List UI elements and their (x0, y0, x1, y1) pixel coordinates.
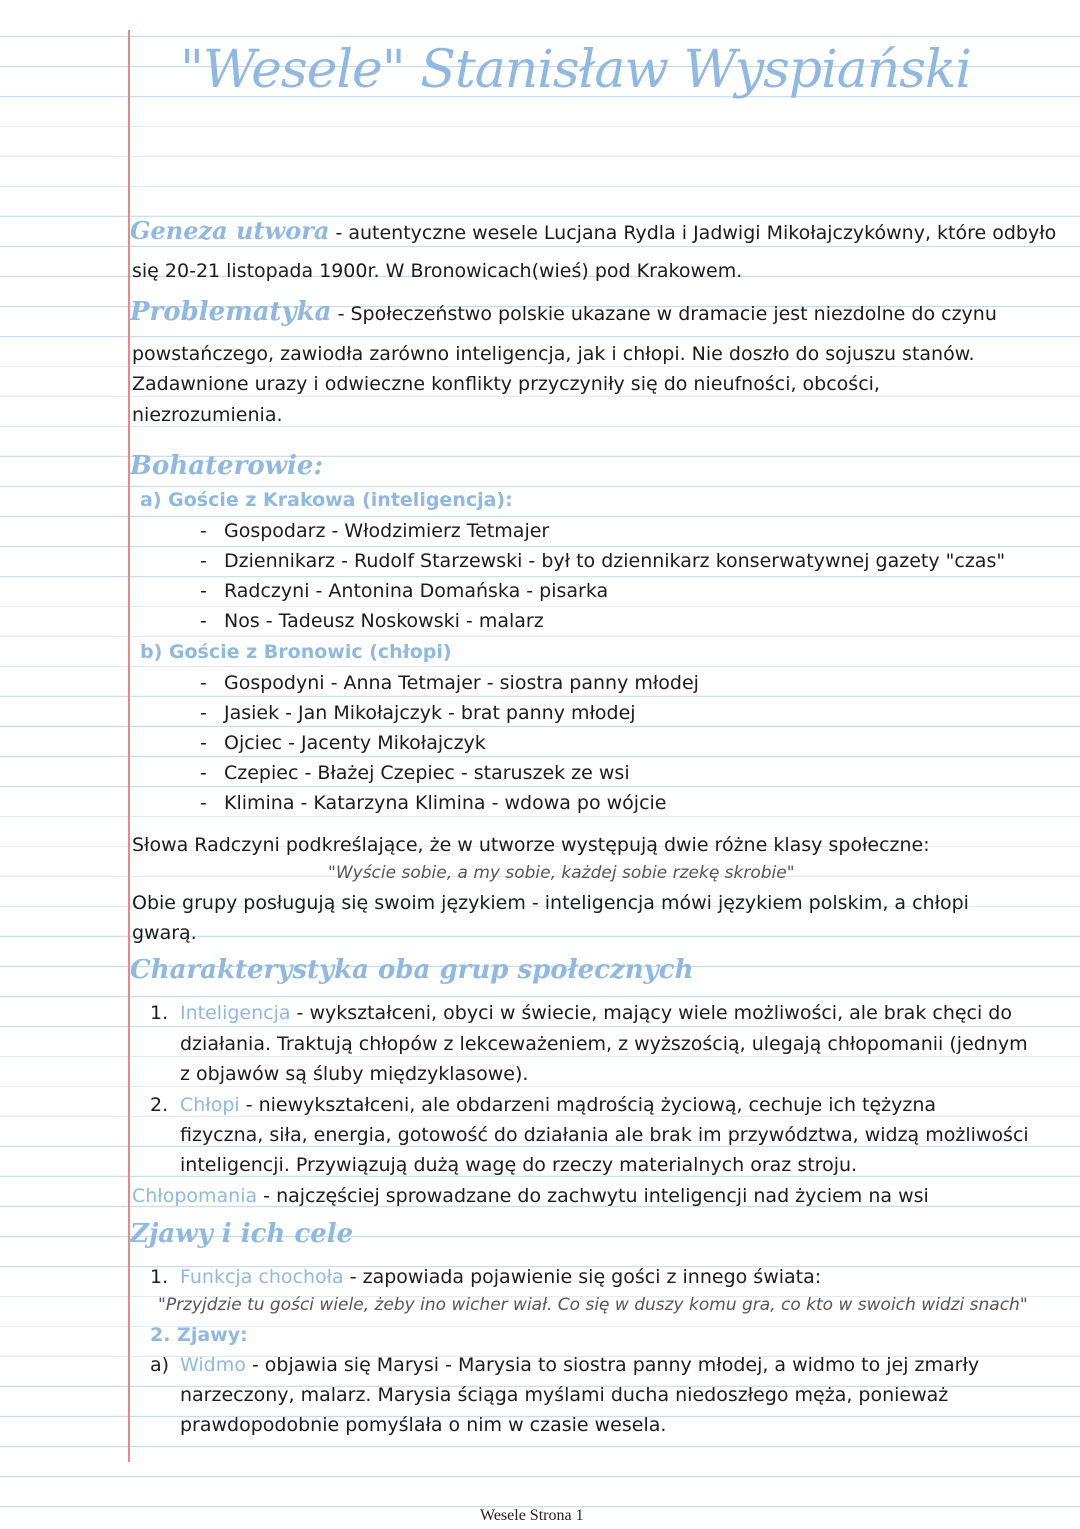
group-a-item: - Nos - Tadeusz Noskowski - malarz (200, 610, 544, 632)
group-a-heading: a) Goście z Krakowa (inteligencja): (140, 489, 513, 511)
slowa-radczyni-line: Słowa Radczyni podkreślające, że w utworze występują dwie różne klasy społeczne: (132, 834, 930, 856)
page-title: "Wesele" Stanisław Wyspiański (180, 40, 972, 100)
group-a-item: - Dziennikarz - Rudolf Starzewski - był to dziennikarz konserwatywnej gazety "czas" (200, 550, 1006, 572)
problematyka-text-1: - Społeczeństwo polskie ukazane w dramacie jest niezdolne do czynu (331, 303, 997, 325)
chlopi-line-3: inteligencji. Przywiązują dużą wagę do rzeczy materialnych oraz stroju. (180, 1154, 858, 1176)
group-b-item: - Klimina - Katarzyna Klimina - wdowa po wójcie (200, 792, 667, 814)
radczyni-quote: "Wyście sobie, a my sobie, każdej sobie rzekę skrobie" (328, 863, 795, 883)
group-b-heading: b) Goście z Bronowic (chłopi) (140, 641, 452, 663)
charakterystyka-heading: Charakterystyka oba grup społecznych (130, 955, 694, 985)
problematyka-line-2: powstańczego, zawiodła zarówno inteligencja, jak i chłopi. Nie doszło do sojuszu stanów. (132, 343, 975, 365)
chlopi-line-1: 2. Chłopi - niewykształceni, ale obdarzeni mądrością życiową, cechuje ich tężyzna (150, 1094, 937, 1116)
inteligencja-line-1: 1. Inteligencja - wykształceni, obyci w świecie, mający wiele możliwości, ale brak chęci do (150, 1002, 1012, 1024)
chocholo-line: 1. Funkcja chochoła - zapowiada pojawienie się gości z innego świata: (150, 1266, 822, 1288)
geneza-line-2: się 20-21 listopada 1900r. W Bronowicach(wieś) pod Krakowem. (132, 260, 743, 282)
widmo-line-2: narzeczony, malarz. Marysia ściąga myślami ducha niedoszłego męża, ponieważ (180, 1384, 949, 1406)
problematyka-line-1 (130, 299, 997, 327)
group-b-item: - Ojciec - Jacenty Mikołajczyk (200, 732, 486, 754)
bohaterowie-heading: Bohaterowie: (130, 451, 324, 481)
geneza-label: Geneza utwora (130, 216, 330, 245)
widmo-label: Widmo (180, 1354, 246, 1376)
chlopi-line-2: fizyczna, siła, energia, gotowość do działania ale brak im przywództwa, widzą możliwości (180, 1124, 1029, 1146)
zjawy-subheading: 2. Zjawy: (150, 1324, 248, 1346)
inteligencja-label: Inteligencja (180, 1002, 291, 1024)
group-a-item: - Gospodarz - Włodzimierz Tetmajer (200, 520, 550, 542)
group-b-item: - Czepiec - Błażej Czepiec - staruszek ze wsi (200, 762, 630, 784)
chlopi-label: Chłopi (180, 1094, 240, 1116)
chocholo-label: Funkcja chochoła (180, 1266, 344, 1288)
chlopomania-line: Chłopomania - najczęściej sprowadzane do zachwytu inteligencji nad życiem na wsi (132, 1185, 929, 1207)
obie-grupy-line-2: gwarą. (132, 922, 197, 944)
group-b-item: - Gospodyni - Anna Tetmajer - siostra panny młodej (200, 672, 699, 694)
chocholo-quote: "Przyjdzie tu gości wiele, żeby ino wicher wiał. Co się w duszy komu gra, co kto w swoich widzi snach" (158, 1295, 1028, 1315)
inteligencja-line-3: z objawów są śluby międzyklasowe). (180, 1063, 529, 1085)
group-a-item: - Radczyni - Antonina Domańska - pisarka (200, 580, 609, 602)
obie-grupy-line-1: Obie grupy posługują się swoim językiem - inteligencja mówi językiem polskim, a chłopi (132, 892, 969, 914)
page-footer: Wesele Strona 1 (480, 1507, 584, 1524)
geneza-line-1 (130, 218, 1056, 246)
problematyka-line-3: Zadawnione urazy i odwieczne konflikty przyczyniły się do nieufności, obcości, (132, 373, 880, 395)
group-b-item: - Jasiek - Jan Mikołajczyk - brat panny młodej (200, 702, 636, 724)
widmo-line-3: prawdopodobnie pomyślała o nim w czasie wesela. (180, 1414, 667, 1436)
chlopomania-label: Chłopomania (132, 1185, 258, 1207)
widmo-line-1: a) Widmo - objawia się Marysi - Marysia to siostra panny młodej, a widmo to jej zmarły (150, 1354, 980, 1376)
geneza-text-1: - autentyczne wesele Lucjana Rydla i Jadwigi Mikołajczykówny, które odbyło (329, 222, 1057, 244)
inteligencja-line-2: działania. Traktują chłopów z lekceważeniem, z wyższością, ulegają chłopomanii (jednym (180, 1033, 1028, 1055)
problematyka-line-4: niezrozumienia. (132, 404, 283, 426)
zjawy-heading: Zjawy i ich cele (130, 1219, 354, 1249)
problematyka-label: Problematyka (130, 297, 332, 327)
